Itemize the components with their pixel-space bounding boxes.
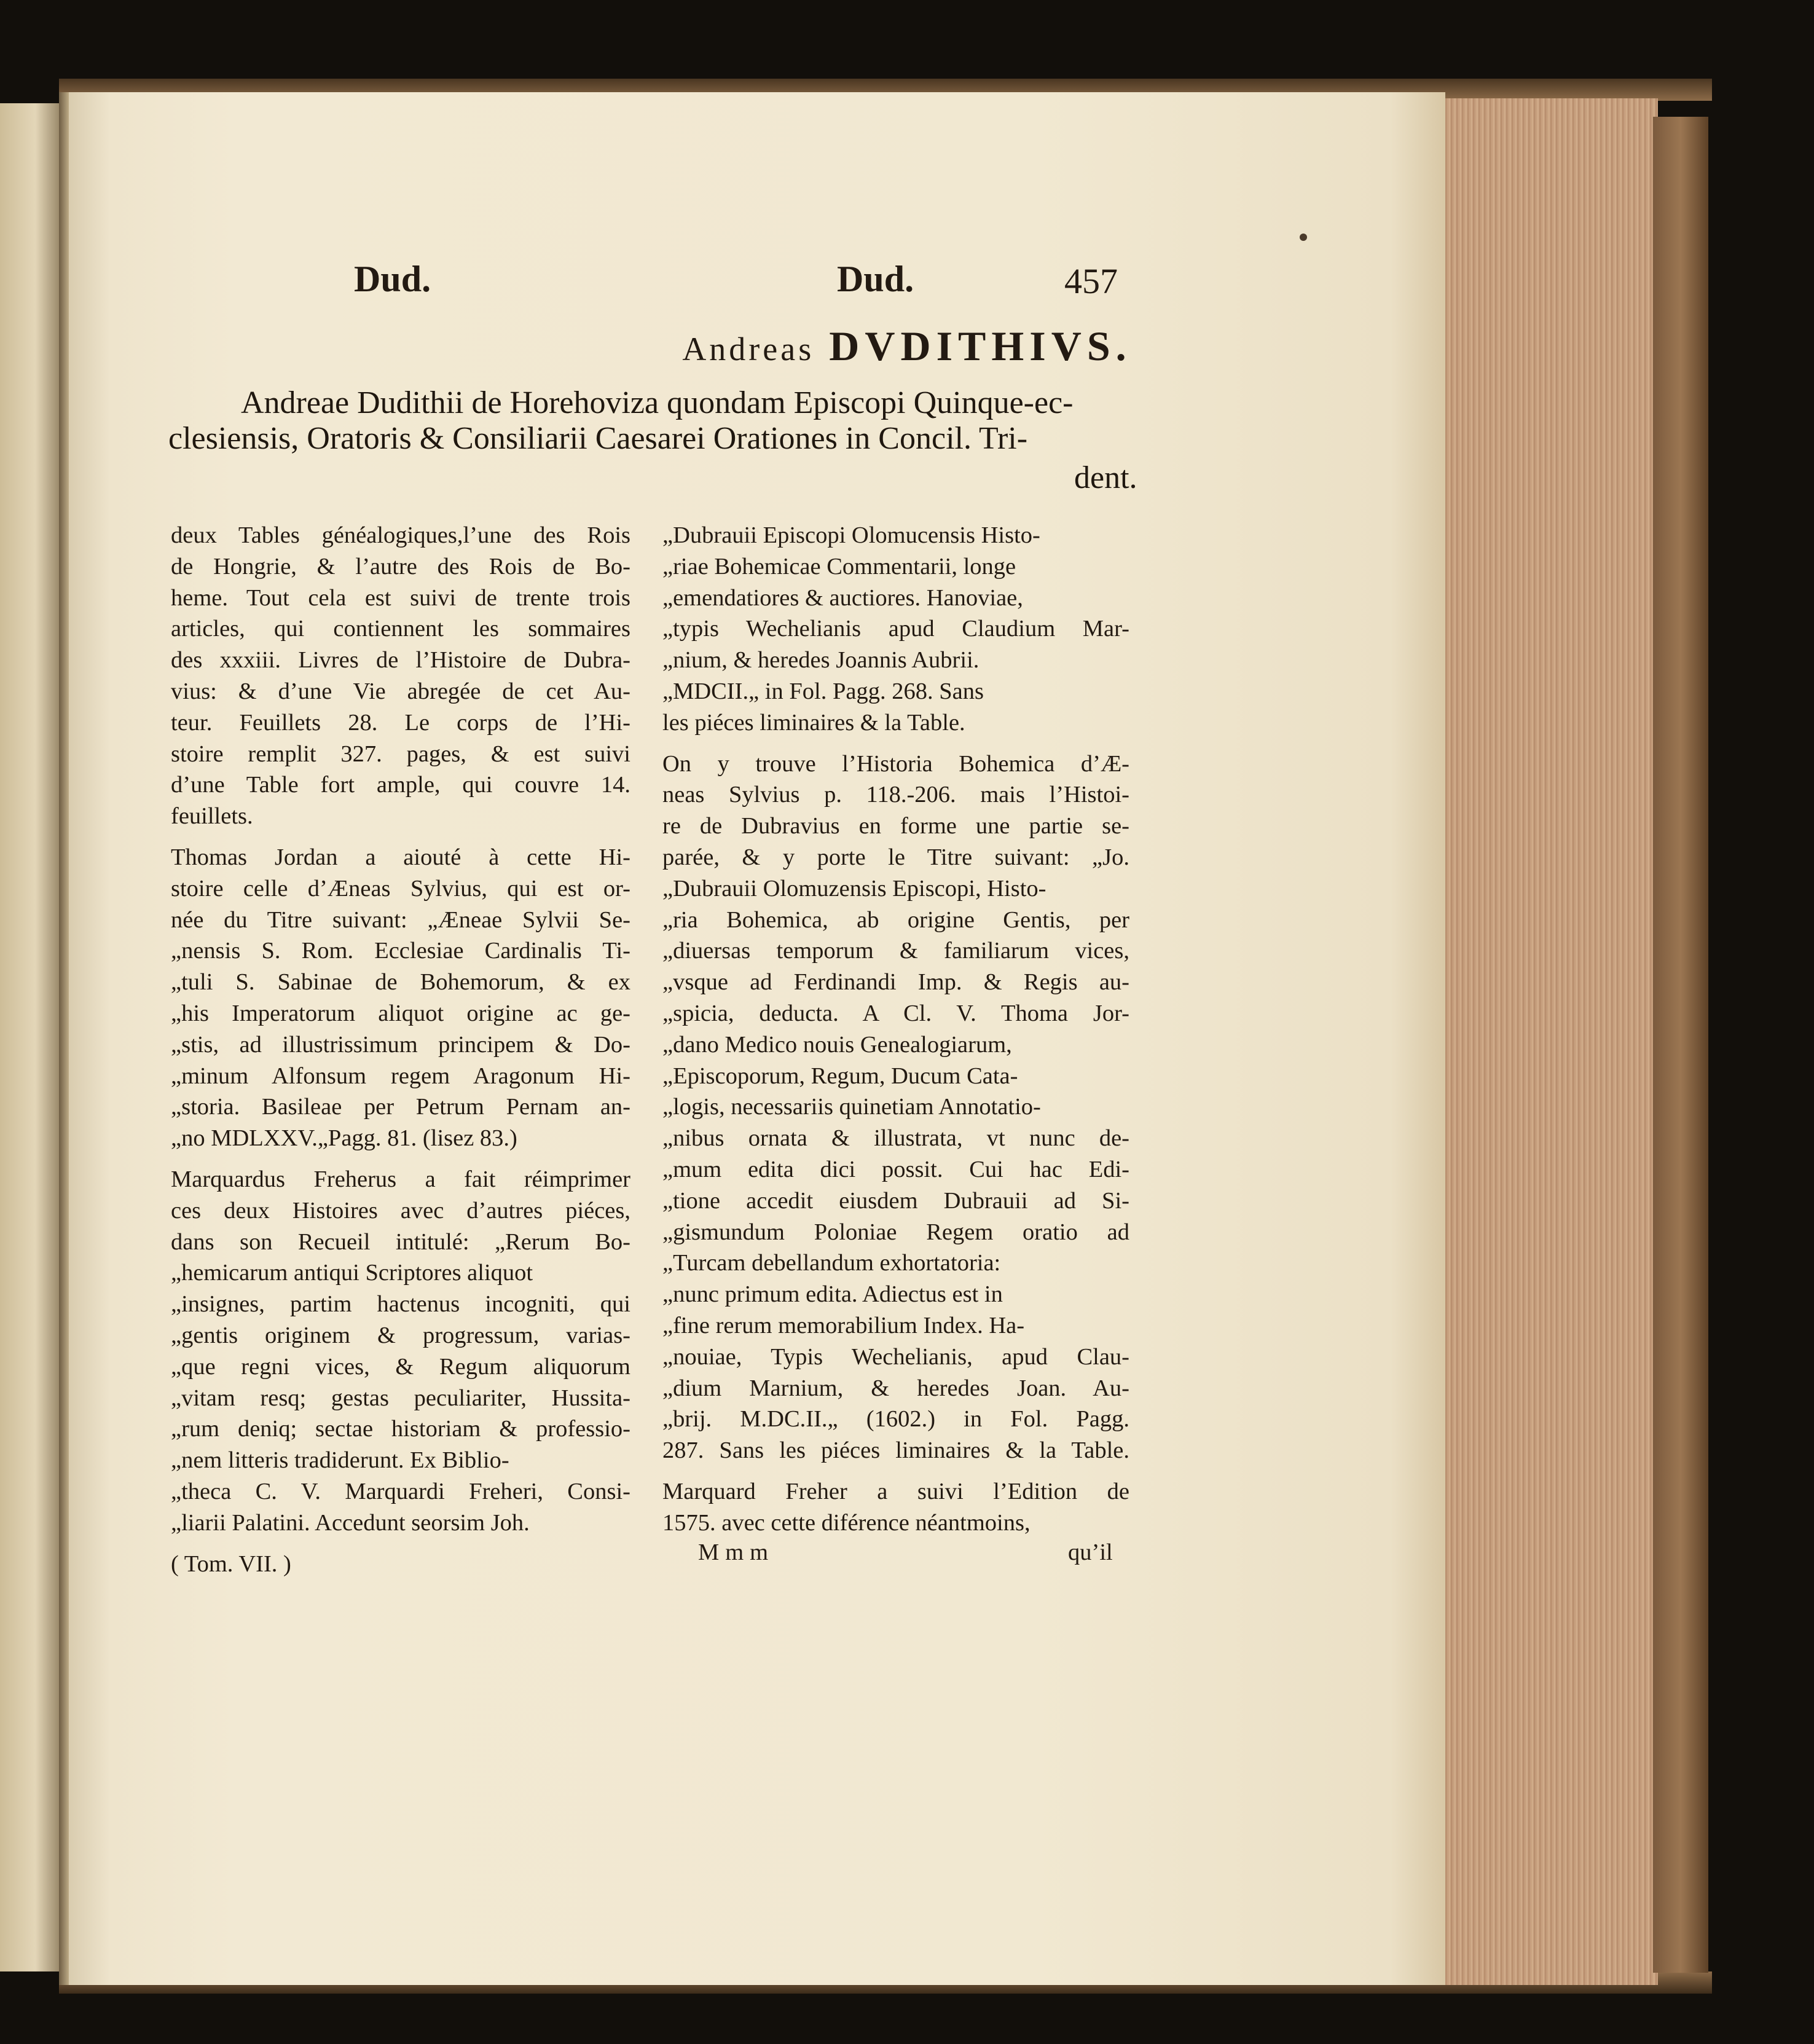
entry-title-line: clesiensis, Oratoris & Consiliarii Caesarei Orationes in Concil. Tri-	[168, 421, 1028, 456]
text-line: „no MDLXXV.„Pagg. 81. (lisez 83.)	[171, 1125, 517, 1152]
heading-family-name: DVDITHIVS.	[829, 323, 1132, 369]
text-line: dans son Recueil intitulé: „Rerum Bo-	[171, 1228, 630, 1255]
text-line: Marquard Freher a suivi l’Edition de	[662, 1478, 1129, 1504]
text-line: „Turcam debellandum exhortatoria:	[662, 1250, 1001, 1276]
page-block-edges	[1437, 98, 1658, 1985]
text-line: née du Titre suivant: „Æneae Sylvii Se-	[171, 906, 630, 933]
text-line: „minum Alfonsum regem Aragonum Hi-	[171, 1063, 630, 1089]
text-line: „dium Marnium, & heredes Joan. Au-	[662, 1375, 1129, 1401]
text-line: stoire remplit 327. pages, & est suivi	[171, 741, 630, 767]
text-line: „insignes, partim hactenus incogniti, qui	[171, 1291, 630, 1318]
text-line: „nibus ornata & illustrata, vt nunc de-	[662, 1125, 1129, 1152]
text-line: de Hongrie, & l’autre des Rois de Bo-	[171, 553, 630, 580]
paper-spot	[1300, 234, 1307, 241]
text-line: „hemicarum antiqui Scriptores aliquot	[171, 1260, 533, 1286]
text-line: „gismundum Poloniae Regem oratio ad	[662, 1219, 1129, 1245]
text-line: On y trouve l’Historia Bohemica d’Æ-	[662, 750, 1129, 777]
text-line: „que regni vices, & Regum aliquorum	[171, 1353, 630, 1380]
text-line: „theca C. V. Marquardi Freheri, Consi-	[171, 1478, 630, 1504]
text-line: „tione accedit eiusdem Dubrauii ad Si-	[662, 1187, 1129, 1214]
text-line: „liarii Palatini. Accedunt seorsim Joh.	[171, 1509, 530, 1536]
text-line: „brij. M.DC.II.„ (1602.) in Fol. Pagg.	[662, 1406, 1129, 1433]
text-line: Marquardus Freherus a fait réimprimer	[171, 1166, 630, 1192]
text-line: „vitam resq; gestas peculiariter, Hussita-	[171, 1385, 630, 1411]
section-heading	[0, 322, 1814, 371]
text-line: „nensis S. Rom. Ecclesiae Cardinalis Ti-	[171, 938, 630, 964]
text-line: „mum edita dici possit. Cui hac Edi-	[662, 1156, 1129, 1182]
text-line: 287. Sans les piéces liminaires & la Table.	[662, 1437, 1129, 1464]
text-line: stoire celle d’Æneas Sylvius, qui est or-	[171, 875, 630, 902]
text-line: d’une Table fort ample, qui couvre 14.	[171, 772, 630, 798]
text-line: „rum deniq; sectae historiam & professio-	[171, 1416, 630, 1442]
left-text-column	[171, 520, 630, 1579]
text-line: parée, & y porte le Titre suivant: „Jo.	[662, 844, 1129, 870]
text-line: „riae Bohemicae Commentarii, longe	[662, 553, 1016, 580]
text-line: „storia. Basileae per Petrum Pernam an-	[171, 1094, 630, 1120]
text-line: teur. Feuillets 28. Le corps de l’Hi-	[171, 709, 630, 736]
text-line: „Episcoporum, Regum, Ducum Cata-	[662, 1063, 1018, 1089]
text-line: „gentis originem & progressum, varias-	[171, 1322, 630, 1348]
text-line: „nunc primum edita. Adiectus est in	[662, 1281, 1003, 1308]
text-line: heme. Tout cela est suivi de trente trois	[171, 584, 630, 611]
text-line: „typis Wechelianis apud Claudium Mar-	[662, 616, 1129, 642]
text-line: „Dubrauii Olomuzensis Episcopi, Histo-	[662, 875, 1046, 902]
text-line: 1575. avec cette diférence néantmoins,	[662, 1509, 1031, 1536]
signature-mark: Mmm	[698, 1539, 775, 1565]
entry-title-line: dent.	[1074, 460, 1137, 495]
text-line: „logis, necessariis quinetiam Annotatio-	[662, 1094, 1041, 1120]
text-line: „Dubrauii Episcopi Olomucensis Histo-	[662, 522, 1040, 548]
text-line: „dano Medico nouis Genealogiarum,	[662, 1031, 1012, 1058]
text-line: „diuersas temporum & familiarum vices,	[662, 938, 1129, 964]
text-line: ces deux Histoires avec d’autres piéces,	[171, 1197, 630, 1224]
heading-given-name: Andreas	[682, 331, 815, 368]
text-line: „spicia, deducta. A Cl. V. Thoma Jor-	[662, 1000, 1129, 1026]
book-cover-board	[1653, 117, 1708, 1973]
text-line: „MDCII.„ in Fol. Pagg. 268. Sans	[662, 678, 984, 704]
text-line: „tuli S. Sabinae de Bohemorum, & ex	[171, 969, 630, 996]
catchword: qu’il	[1068, 1539, 1113, 1565]
text-line: deux Tables généalogiques,l’une des Rois	[171, 522, 630, 548]
facing-page-edge	[0, 103, 59, 1971]
text-line: „nium, & heredes Joannis Aubrii.	[662, 647, 980, 674]
running-head-center: Dud.	[837, 259, 914, 299]
text-line: „stis, ad illustrissimum principem & Do-	[171, 1031, 630, 1058]
text-line: ( Tom. VII. )	[171, 1551, 291, 1577]
entry-title-line: Andreae Dudithii de Horehoviza quondam Episcopi Quinque-ec-	[241, 385, 1074, 420]
text-line: les piéces liminaires & la Table.	[662, 709, 965, 736]
page-number: 457	[1064, 261, 1118, 301]
text-line: „nouiae, Typis Wechelianis, apud Clau-	[662, 1343, 1129, 1370]
text-line: vius: & d’une Vie abregée de cet Au-	[171, 678, 630, 704]
text-line: feuillets.	[171, 803, 253, 830]
running-head-left: Dud.	[354, 259, 431, 299]
text-line: neas Sylvius p. 118.-206. mais l’Histoi-	[662, 782, 1129, 808]
text-line: „vsque ad Ferdinandi Imp. & Regis au-	[662, 969, 1129, 996]
text-line: Thomas Jordan a aiouté à cette Hi-	[171, 844, 630, 870]
text-line: „ria Bohemica, ab origine Gentis, per	[662, 906, 1129, 933]
text-line: „fine rerum memorabilium Index. Ha-	[662, 1312, 1025, 1338]
right-text-column	[662, 520, 1129, 1539]
text-line: „emendatiores & auctiores. Hanoviae,	[662, 584, 1023, 611]
text-line: „nem litteris tradiderunt. Ex Biblio-	[171, 1447, 509, 1474]
text-line: re de Dubravius en forme une partie se-	[662, 813, 1129, 839]
text-line: „his Imperatorum aliquot origine ac ge-	[171, 1000, 630, 1026]
text-line: articles, qui contiennent les sommaires	[171, 616, 630, 642]
text-line: des xxxiii. Livres de l’Histoire de Dubra-	[171, 647, 630, 674]
